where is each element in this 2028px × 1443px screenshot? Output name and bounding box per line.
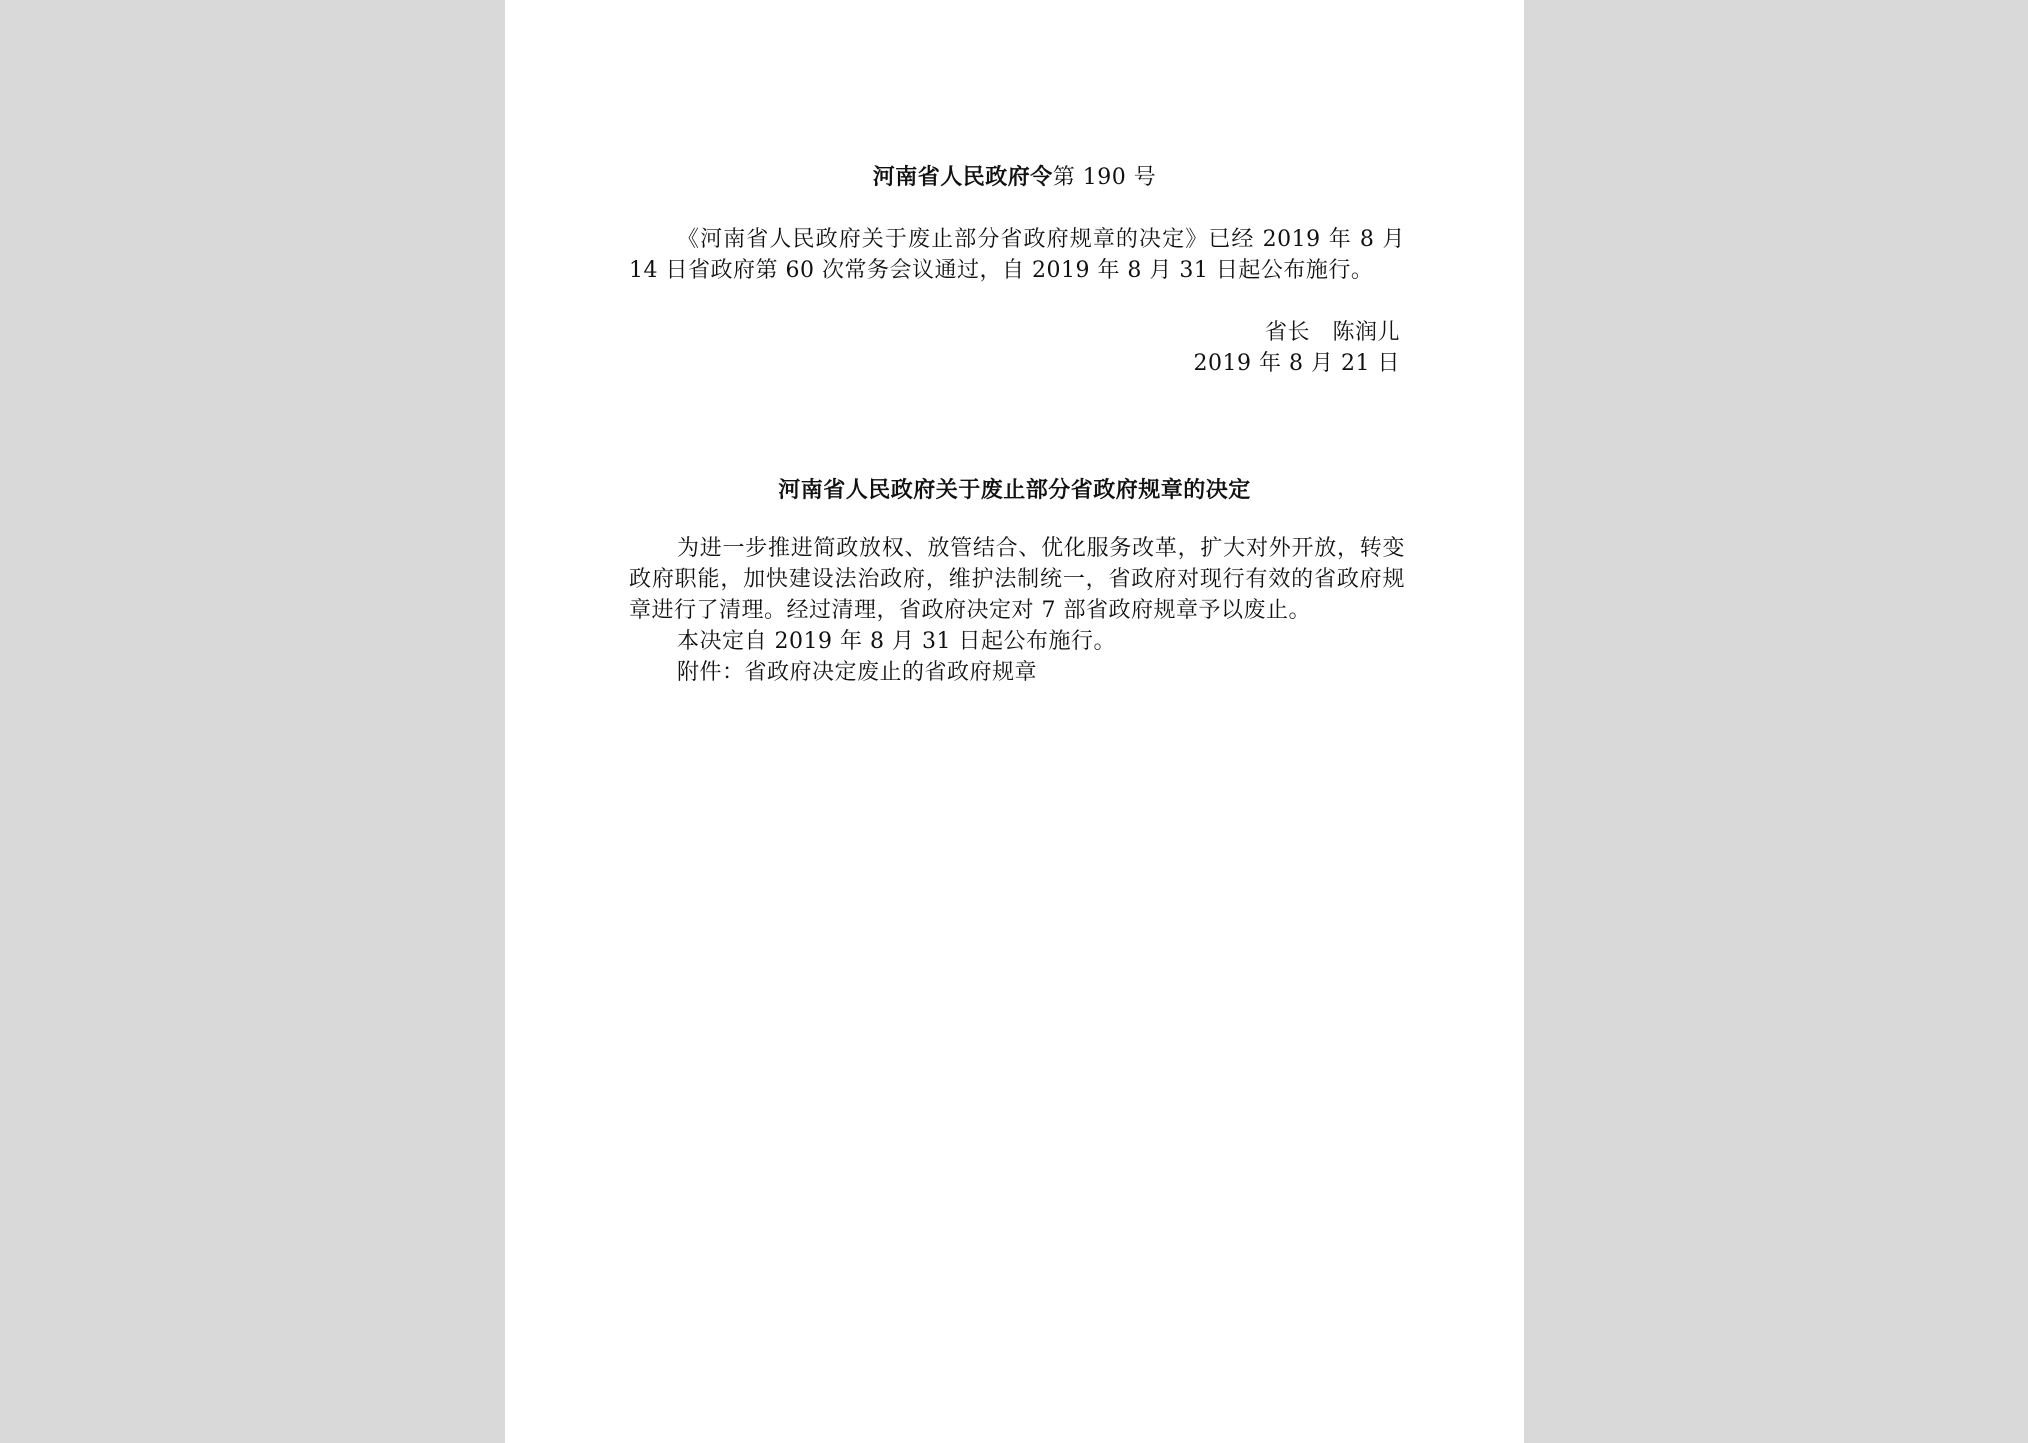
order-title-text: 河南省人民政府令 [872,164,1053,190]
decision-body [629,533,1405,688]
signer-name: 省长 陈润儿 [1264,320,1400,345]
decision-attachment: 附件：省政府决定废止的省政府规章 [677,660,1038,685]
order-title [505,160,1524,191]
signature-date: 2019 年 8 月 21 日 [1193,351,1400,376]
decision-paragraph: 本决定自 2019 年 8 月 31 日起公布施行。 [677,629,1116,654]
decision-title: 河南省人民政府关于废止部分省政府规章的决定 [778,477,1251,503]
order-number: 第 190 号 [1052,165,1157,190]
order-body: 《河南省人民政府关于废止部分省政府规章的决定》已经 2019 年 8 月 14 日省政府第 60 次常务会议通过，自 2019 年 8 月 31 日起公布施行。 [629,227,1405,283]
decision-paragraph: 为进一步推进简政放权、放管结合、优化服务改革，扩大对外开放，转变政府职能，加快建设法治政府，维护法制统一，省政府对现行有效的省政府规章进行了清理。经过清理，省政府决定对 7 部省政府规章予以废止。 [629,536,1405,623]
signature-block [1194,317,1400,379]
document-page [505,0,1524,1443]
